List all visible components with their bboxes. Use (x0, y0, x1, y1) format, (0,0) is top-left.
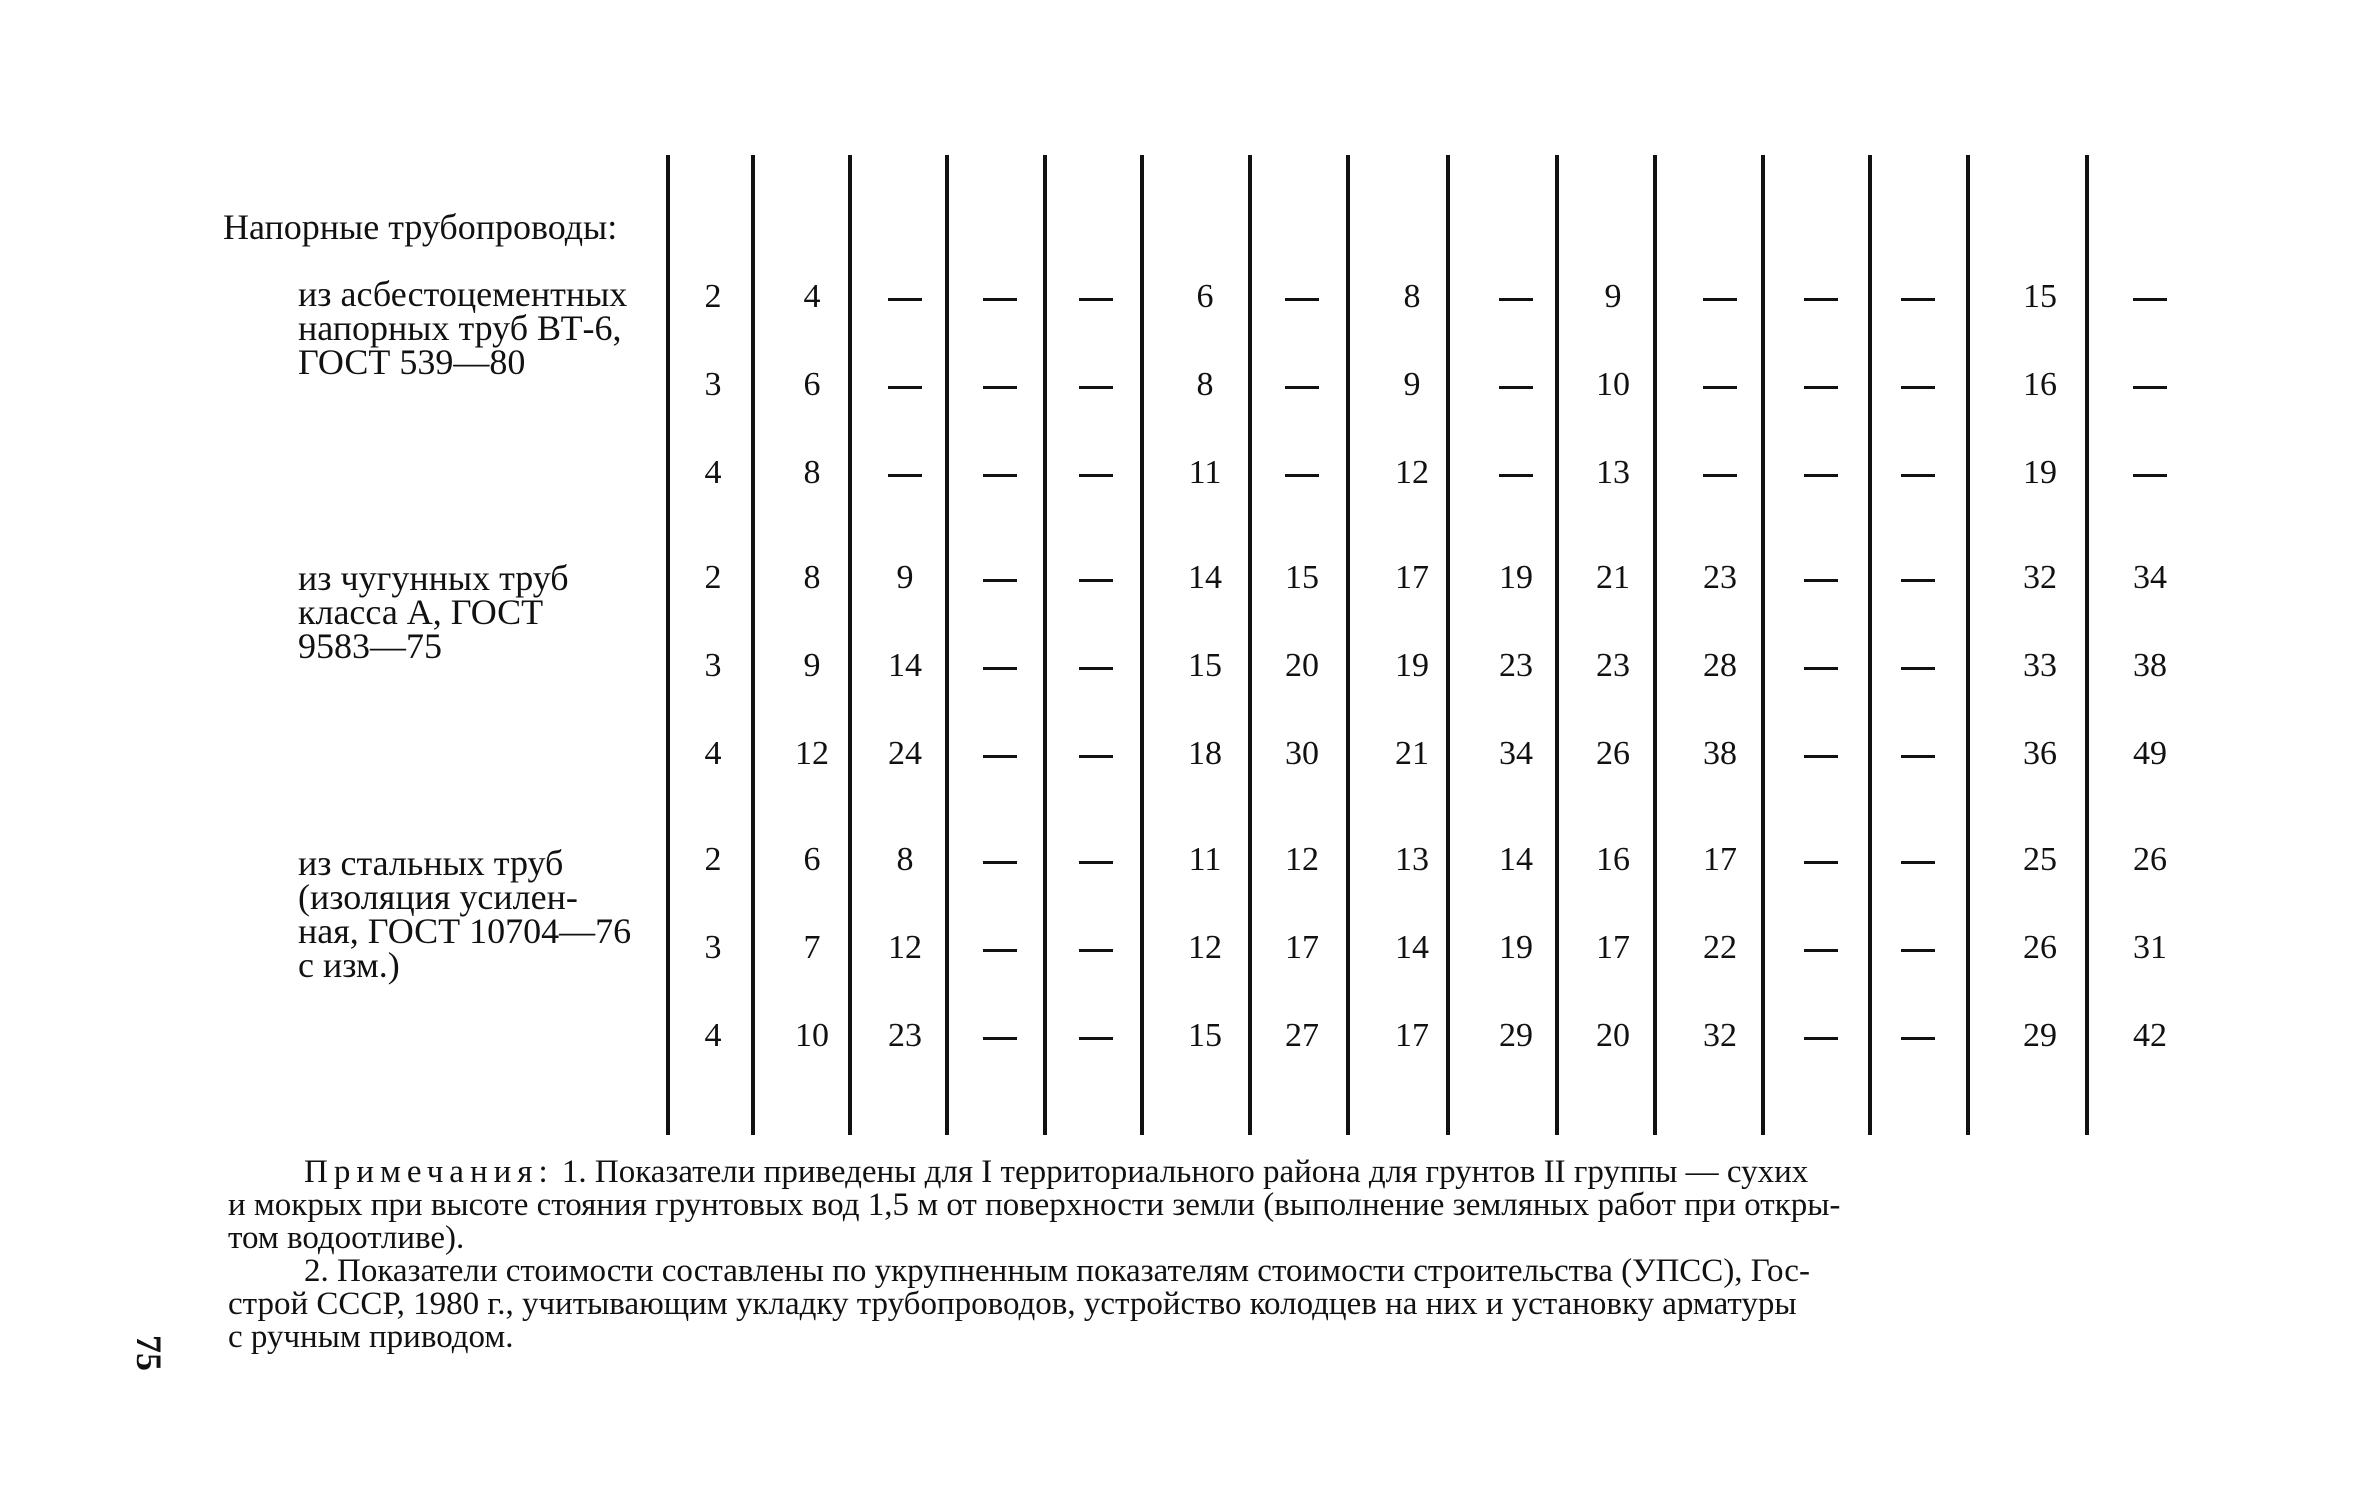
dash-mark (1804, 386, 1838, 389)
table-cell: 28 (1703, 647, 1737, 684)
table-cell: 9 (1604, 278, 1622, 315)
table-cell: 23 (1499, 647, 1533, 684)
table-cell: 4 (704, 454, 722, 491)
label-line: (изоляция усилен- (298, 877, 578, 917)
table-cell: 29 (2023, 1017, 2057, 1054)
table-cell: 3 (704, 929, 722, 966)
table-cell (860, 277, 950, 317)
table-cell (1873, 928, 1963, 968)
table-cell: 38 (1703, 735, 1737, 772)
label-line: с изм.) (298, 945, 400, 985)
table-cell: 2 (704, 278, 722, 315)
dash-mark (1079, 949, 1113, 952)
table-cell (955, 277, 1045, 317)
table-cell: 15 (1188, 1017, 1222, 1054)
dash-mark (1901, 1037, 1935, 1040)
dash-mark (888, 386, 922, 389)
dash-mark (1901, 861, 1935, 864)
dash-mark (1804, 1037, 1838, 1040)
table-cell: 3 (704, 366, 722, 403)
dash-mark (2133, 298, 2167, 301)
dash-mark (1079, 298, 1113, 301)
dash-mark (1079, 386, 1113, 389)
table-cell (955, 734, 1045, 774)
table-cell: 20 (1596, 1017, 1630, 1054)
dash-mark (1901, 579, 1935, 582)
table-cell (1873, 1016, 1963, 1056)
table-cell (1873, 646, 1963, 686)
group-label-steel (298, 843, 650, 985)
group-label-asbestos (298, 274, 650, 382)
table-cell: 24 (888, 735, 922, 772)
note-2-line-1: 2. Показатели стоимости составлены по укрупненным показателям стоимости строительства (УПСС), Гос- (304, 1253, 1810, 1289)
table-cell (1051, 453, 1141, 493)
table-cell (1051, 840, 1141, 880)
table-cell (1873, 277, 1963, 317)
table-cell: 26 (2023, 929, 2057, 966)
dash-mark (1804, 755, 1838, 758)
dash-mark (1079, 579, 1113, 582)
dash-mark (983, 667, 1017, 670)
table-cell: 17 (1703, 841, 1737, 878)
table-cell: 14 (888, 647, 922, 684)
dash-mark (983, 949, 1017, 952)
table-cell: 9 (896, 559, 914, 596)
table-cell: 19 (2023, 454, 2057, 491)
table-cell (1257, 453, 1347, 493)
table-cell: 23 (888, 1017, 922, 1054)
table-cell: 17 (1395, 1017, 1429, 1054)
dash-mark (983, 1037, 1017, 1040)
dash-mark (1804, 579, 1838, 582)
table-cell (1675, 365, 1765, 405)
table-cell (1675, 453, 1765, 493)
table-cell: 33 (2023, 647, 2057, 684)
dash-mark (1901, 474, 1935, 477)
column-rule (1966, 155, 1970, 1135)
dash-mark (2133, 386, 2167, 389)
table-cell: 36 (2023, 735, 2057, 772)
notes-block (228, 1156, 2208, 1354)
table-cell (860, 453, 950, 493)
table-cell (1776, 558, 1866, 598)
note-1-line-3: том водоотливе). (228, 1220, 465, 1256)
table-cell: 14 (1188, 559, 1222, 596)
dash-mark (1901, 667, 1935, 670)
table-cell (1776, 277, 1866, 317)
table-cell (2105, 277, 2195, 317)
table-cell: 6 (803, 366, 821, 403)
dash-mark (1804, 861, 1838, 864)
table-cell (1873, 734, 1963, 774)
table-cell: 38 (2133, 647, 2167, 684)
dash-mark (983, 474, 1017, 477)
table-cell: 2 (704, 841, 722, 878)
table-cell (1776, 928, 1866, 968)
table-cell: 32 (1703, 1017, 1737, 1054)
table-cell: 23 (1596, 647, 1630, 684)
table-cell: 13 (1395, 841, 1429, 878)
table-cell (1257, 277, 1347, 317)
dash-mark (1079, 861, 1113, 864)
table-cell: 3 (704, 647, 722, 684)
table-cell: 6 (803, 841, 821, 878)
table-cell (1471, 277, 1561, 317)
table-cell: 15 (1285, 559, 1319, 596)
section-title: Напорные трубопроводы: (223, 207, 618, 247)
table-cell: 34 (1499, 735, 1533, 772)
dash-mark (1703, 386, 1737, 389)
table-cell (1873, 840, 1963, 880)
note-1-line-1: 1. Показатели приведены для I территориального района для грунтов II группы — сухих (553, 1154, 1809, 1190)
table-cell: 8 (1196, 366, 1214, 403)
label-line: класса А, ГОСТ (298, 592, 544, 632)
table-cell (1776, 1016, 1866, 1056)
table-cell (1471, 365, 1561, 405)
column-rule (1868, 155, 1872, 1135)
dash-mark (1285, 298, 1319, 301)
table-cell (1675, 277, 1765, 317)
table-cell: 16 (1596, 841, 1630, 878)
table-cell: 16 (2023, 366, 2057, 403)
table-cell: 49 (2133, 735, 2167, 772)
label-line: из стальных труб (298, 843, 564, 883)
dash-mark (1804, 667, 1838, 670)
table-cell (1051, 1016, 1141, 1056)
dash-mark (1079, 667, 1113, 670)
table-cell (1776, 453, 1866, 493)
label-line: ГОСТ 539—80 (298, 342, 526, 382)
table-cell: 21 (1596, 559, 1630, 596)
table-cell: 12 (1395, 454, 1429, 491)
dash-mark (1499, 386, 1533, 389)
table-cell: 12 (795, 735, 829, 772)
table-cell: 10 (1596, 366, 1630, 403)
table-cell: 22 (1703, 929, 1737, 966)
dash-mark (888, 474, 922, 477)
dash-mark (983, 386, 1017, 389)
table-cell: 12 (1188, 929, 1222, 966)
dash-mark (888, 298, 922, 301)
dash-mark (1079, 474, 1113, 477)
column-rule (2085, 155, 2089, 1135)
table-cell: 42 (2133, 1017, 2167, 1054)
table-cell: 21 (1395, 735, 1429, 772)
dash-mark (983, 755, 1017, 758)
table-cell: 15 (1188, 647, 1222, 684)
table-cell (1051, 928, 1141, 968)
table-cell (1471, 453, 1561, 493)
table-cell: 19 (1499, 929, 1533, 966)
table-cell: 25 (2023, 841, 2057, 878)
dash-mark (1285, 474, 1319, 477)
table-cell (955, 365, 1045, 405)
table-cell: 4 (704, 1017, 722, 1054)
table-cell: 9 (1403, 366, 1421, 403)
table-cell: 18 (1188, 735, 1222, 772)
table-cell (955, 558, 1045, 598)
table-cell: 26 (1596, 735, 1630, 772)
table-cell: 10 (795, 1017, 829, 1054)
table-cell: 20 (1285, 647, 1319, 684)
table-cell: 4 (803, 278, 821, 315)
table-cell (955, 453, 1045, 493)
note-1-line-2: и мокрых при высоте стояния грунтовых вод 1,5 м от поверхности земли (выполнение земляных работ при откры- (228, 1187, 1841, 1223)
table-cell: 9 (803, 647, 821, 684)
table-cell (1051, 646, 1141, 686)
dash-mark (983, 579, 1017, 582)
table-cell (955, 646, 1045, 686)
table-cell: 15 (2023, 278, 2057, 315)
table-cell (1873, 453, 1963, 493)
table-cell: 23 (1703, 559, 1737, 596)
table-cell (1776, 840, 1866, 880)
dash-mark (1804, 298, 1838, 301)
dash-mark (1703, 298, 1737, 301)
dash-mark (983, 861, 1017, 864)
label-line: напорных труб ВТ-6, (298, 308, 622, 348)
dash-mark (1079, 755, 1113, 758)
table-cell: 19 (1395, 647, 1429, 684)
label-line: из асбестоцементных (298, 274, 628, 314)
table-cell: 4 (704, 735, 722, 772)
table-cell (955, 1016, 1045, 1056)
table-cell (2105, 453, 2195, 493)
table-cell: 14 (1395, 929, 1429, 966)
note-1 (228, 1156, 2208, 1189)
dash-mark (2133, 474, 2167, 477)
table-cell: 8 (803, 454, 821, 491)
table-cell: 8 (896, 841, 914, 878)
table-cell: 8 (1403, 278, 1421, 315)
table-cell: 29 (1499, 1017, 1533, 1054)
label-line: 9583—75 (298, 626, 442, 666)
notes-heading: Примечания: (304, 1154, 554, 1190)
table-cell: 2 (704, 559, 722, 596)
table-cell (955, 840, 1045, 880)
table-cell (1776, 646, 1866, 686)
table-cell (1873, 558, 1963, 598)
table-cell: 27 (1285, 1017, 1319, 1054)
table-cell: 30 (1285, 735, 1319, 772)
table-cell: 17 (1285, 929, 1319, 966)
label-line: ная, ГОСТ 10704—76 (298, 911, 632, 951)
table-cell (1873, 365, 1963, 405)
dash-mark (1703, 474, 1737, 477)
table-cell: 14 (1499, 841, 1533, 878)
table-cell: 17 (1596, 929, 1630, 966)
dash-mark (983, 298, 1017, 301)
table-cell (955, 928, 1045, 968)
table-cell: 6 (1196, 278, 1214, 315)
table-cell: 17 (1395, 559, 1429, 596)
table-cell (1051, 277, 1141, 317)
table-cell (1051, 734, 1141, 774)
table-cell (1776, 734, 1866, 774)
table-cell: 31 (2133, 929, 2167, 966)
note-2-line-3: с ручным приводом. (228, 1319, 514, 1355)
table-cell: 12 (888, 929, 922, 966)
dash-mark (1499, 298, 1533, 301)
note-2-line-2: строй СССР, 1980 г., учитывающим укладку трубопроводов, устройство колодцев на них и установку арматуры (228, 1286, 1797, 1322)
table-cell (1051, 365, 1141, 405)
table-cell (860, 365, 950, 405)
table-cell: 8 (803, 559, 821, 596)
label-line: из чугунных труб (298, 558, 569, 598)
table-cell (1257, 365, 1347, 405)
table-cell: 19 (1499, 559, 1533, 596)
dash-mark (1901, 949, 1935, 952)
group-label-cast-iron (298, 558, 650, 666)
dash-mark (1804, 474, 1838, 477)
dash-mark (1285, 386, 1319, 389)
table-cell: 12 (1285, 841, 1319, 878)
dash-mark (1499, 474, 1533, 477)
table-cell: 11 (1188, 841, 1222, 878)
dash-mark (1901, 386, 1935, 389)
dash-mark (1804, 949, 1838, 952)
table-cell (1051, 558, 1141, 598)
dash-mark (1901, 755, 1935, 758)
table-cell: 32 (2023, 559, 2057, 596)
table-cell: 26 (2133, 841, 2167, 878)
table-cell: 34 (2133, 559, 2167, 596)
page-number: 75 (129, 1335, 169, 1371)
dash-mark (1079, 1037, 1113, 1040)
table-cell: 13 (1596, 454, 1630, 491)
dash-mark (1901, 298, 1935, 301)
table-cell (2105, 365, 2195, 405)
table-cell: 11 (1188, 454, 1222, 491)
table-cell: 7 (803, 929, 821, 966)
table-cell (1776, 365, 1866, 405)
